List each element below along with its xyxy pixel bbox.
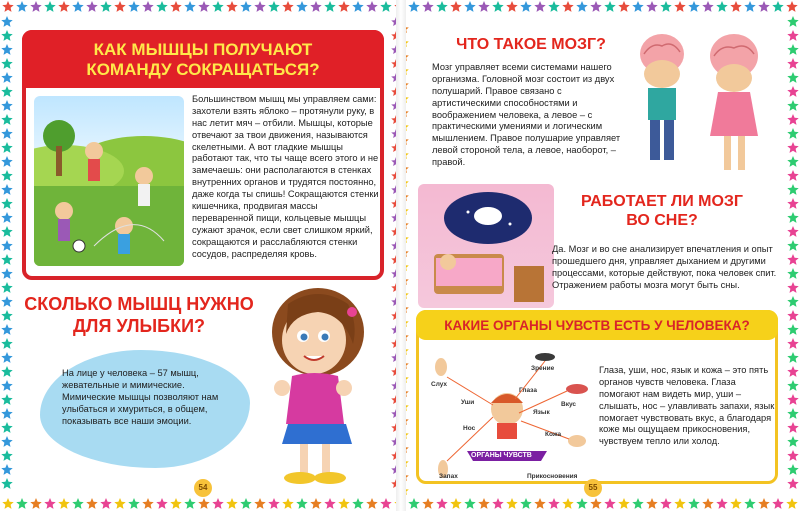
border-star-icon [310,1,321,12]
border-star-icon [1,44,12,55]
border-star-icon [1,296,12,307]
border-star-icon [16,498,27,509]
sleep-title-line2: ВО СНЕ? [626,212,698,230]
border-star-icon [787,184,798,195]
muscles-title [22,30,384,81]
border-star-icon [787,44,798,55]
border-star-icon [30,1,41,12]
border-star-icon [787,212,798,223]
border-star-icon [226,498,237,509]
border-star-icon [254,498,265,509]
border-star-icon [212,498,223,509]
border-star-icon [450,498,461,509]
senses-title: КАКИЕ ОРГАНЫ ЧУВСТВ ЕСТЬ У ЧЕЛОВЕКА? [444,318,750,333]
border-star-icon [787,408,798,419]
border-star-icon [787,16,798,27]
border-star-icon [254,1,265,12]
border-star-icon [787,128,798,139]
border-star-icon [590,498,601,509]
border-star-icon [1,408,12,419]
border-star-icon [478,498,489,509]
border-star-icon [688,498,699,509]
border-star-icon [100,498,111,509]
label-taste: Вкус [561,401,577,408]
border-star-icon [1,282,12,293]
sleep-title [552,192,772,230]
border-star-icon [1,338,12,349]
border-star-icon [787,366,798,377]
border-star-icon [562,498,573,509]
muscles-title-line1: КАК МЫШЦЫ ПОЛУЧАЮТ [93,40,313,59]
border-star-icon [380,1,391,12]
border-star-icon [1,86,12,97]
border-star-icon [787,436,798,447]
border-star-icon [1,72,12,83]
border-star-icon [787,58,798,69]
border-star-icon [787,170,798,181]
border-star-icon [744,498,755,509]
border-star-icon [702,1,713,12]
senses-banner: ОРГАНЫ ЧУВСТВ [471,452,532,459]
border-star-icon [787,268,798,279]
senses-box [416,310,778,484]
border-star-icon [716,1,727,12]
border-star-icon [787,352,798,363]
border-star-icon [1,198,12,209]
border-star-icon [142,498,153,509]
border-star-icon [787,226,798,237]
border-star-icon [772,1,783,12]
border-star-icon [520,498,531,509]
border-star-icon [604,1,615,12]
label-vision: Зрение [531,365,555,372]
border-star-icon [338,498,349,509]
border-star-icon [787,282,798,293]
border-star-icon [576,498,587,509]
border-star-icon [787,72,798,83]
border-star-icon [632,1,643,12]
border-star-icon [100,1,111,12]
border-star-icon [730,498,741,509]
girl-illustration [248,284,378,494]
border-star-icon [464,498,475,509]
border-star-icon [786,498,797,509]
border-star-icon [758,498,769,509]
muscles-box [22,30,384,280]
border-star-icon [282,1,293,12]
gutter [396,0,406,511]
border-star-icon [296,498,307,509]
border-star-icon [72,1,83,12]
border-star-icon [660,498,671,509]
border-star-icon [72,498,83,509]
sleep-text: Да. Мозг и во сне анализирует впечатления и опыт прошедшего дня, управляет дыханием и другими процессами, которые действуют, пока человек спит. Отражением работы мозга могут быть сны. [552,244,777,290]
border-star-icon [758,1,769,12]
border-star-icon [156,498,167,509]
label-nose: Нос [463,425,476,432]
border-star-icon [787,254,798,265]
border-star-icon [366,1,377,12]
border-star-icon [548,498,559,509]
smile-text: На лице у человека – 57 мышц, жевательные и мимические. Мимические мышцы позволяют нам улыбаться и хмуриться, в общем, показывать все наши эмоции. [62,368,219,426]
label-ears: Уши [461,399,475,406]
border-star-icon [787,86,798,97]
border-star-icon [324,1,335,12]
senses-box-header [416,310,778,340]
border-star-icon [30,498,41,509]
border-star-icon [786,1,797,12]
label-touch: Прикосновения [527,473,578,480]
border-star-icon [1,212,12,223]
sleeping-child-illustration [418,184,554,308]
border-star-icon [1,184,12,195]
border-star-icon [128,1,139,12]
page-number-right: 55 [584,479,602,497]
border-star-icon [324,498,335,509]
border-star-icon [716,498,727,509]
border-star-icon [114,1,125,12]
label-smell: Запах [439,473,458,480]
border-star-icon [787,240,798,251]
border-star-icon [268,498,279,509]
smile-title [24,294,254,337]
border-star-icon [787,324,798,335]
label-tongue: Язык [533,409,550,416]
kids-with-brains-illustration [622,24,772,184]
border-star-icon [310,498,321,509]
border-star-icon [296,1,307,12]
border-star-icon [730,1,741,12]
border-star-icon [787,100,798,111]
border-star-icon [1,100,12,111]
border-star-icon [2,1,13,12]
border-star-icon [674,1,685,12]
border-star-icon [702,498,713,509]
border-star-icon [478,1,489,12]
brain-text: Мозг управляет всеми системами нашего организма. Головной мозг состоит из двух полушарий. Правое связано с артистическими способностями и воображением человека, а левое – с практическими умениями и логическим мышлением. Правое полушарие управляет левой стороной тела, а левое, наоборот, – правой. [432,62,621,168]
border-star-icon [772,498,783,509]
border-star-icon [1,450,12,461]
senses-text: Глаза, уши, нос, язык и кожа – это пять органов чувств человека. Глаза помогают нам видеть мир, уши – слышать, нос – улавливать запахи, язык помогает чувствовать вкус, а благодаря коже мы ощущаем прикосновения, чувствуем тепло или холод. [599,365,775,447]
kids-playing-illustration [34,96,184,266]
border-star-icon [787,464,798,475]
border-star-icon [156,1,167,12]
left-page [16,14,388,497]
border-star-icon [1,58,12,69]
border-star-icon [1,478,12,489]
border-star-icon [58,498,69,509]
border-star-icon [688,1,699,12]
border-star-icon [212,1,223,12]
border-star-icon [674,498,685,509]
border-star-icon [1,114,12,125]
border-star-icon [44,1,55,12]
border-star-icon [787,394,798,405]
border-star-icon [506,1,517,12]
border-star-icon [787,450,798,461]
border-star-icon [618,498,629,509]
border-star-icon [1,422,12,433]
border-star-icon [787,310,798,321]
border-star-icon [534,498,545,509]
border-star-icon [240,1,251,12]
border-star-icon [632,498,643,509]
border-star-icon [170,1,181,12]
brain-title: ЧТО ТАКОЕ МОЗГ? [456,36,606,53]
border-star-icon [408,498,419,509]
border-star-icon [268,1,279,12]
smile-title-line1: СКОЛЬКО МЫШЦ НУЖНО [24,294,254,314]
border-star-icon [534,1,545,12]
border-star-icon [744,1,755,12]
border-star-icon [198,1,209,12]
border-star-icon [787,422,798,433]
border-star-icon [1,324,12,335]
border-star-icon [590,1,601,12]
muscles-text: Большинством мышц мы управляем сами: захотели взять яблоко – протянули руку, в нас летит мяч – отбили. Мышцы, которые отвечают за твои движения, называются скелетными. А вот гладкие мышцы работают так, что ты чаще всего этого и не замечаешь: они располагаются в стенках внутренних органов и трудятся постоянно, даже когда ты спишь! Сокращаются стенки кишечника, продвигая массы переваренной пищи, кольцевые мышцы сужают зрачок, если свет слишком яркий, сокращаются и расслабляются стенки сосудов, распределяя кровь. [192,94,379,259]
muscles-title-line2: КОМАНДУ СОКРАЩАТЬСЯ? [86,60,320,80]
border-star-icon [44,498,55,509]
border-star-icon [422,498,433,509]
smile-title-line2: ДЛЯ УЛЫБКИ? [72,315,205,336]
border-star-icon [464,1,475,12]
border-star-icon [506,498,517,509]
border-star-icon [86,1,97,12]
border-star-icon [1,142,12,153]
border-star-icon [787,114,798,125]
border-star-icon [408,1,419,12]
border-star-icon [1,394,12,405]
border-star-icon [1,352,12,363]
label-skin: Кожа [545,431,562,438]
border-star-icon [1,464,12,475]
senses-diagram [427,347,597,481]
label-hearing: Слух [431,381,448,388]
border-star-icon [1,30,12,41]
border-star-icon [184,498,195,509]
border-star-icon [787,338,798,349]
border-star-icon [1,170,12,181]
page-number-left: 54 [194,479,212,497]
border-star-icon [338,1,349,12]
border-star-icon [618,1,629,12]
border-star-icon [548,1,559,12]
border-star-icon [787,142,798,153]
border-star-icon [198,498,209,509]
border-star-icon [16,1,27,12]
border-star-icon [787,296,798,307]
border-star-icon [1,366,12,377]
border-star-icon [492,498,503,509]
border-star-icon [562,1,573,12]
border-star-icon [646,498,657,509]
border-star-icon [1,156,12,167]
border-star-icon [450,1,461,12]
border-star-icon [58,1,69,12]
border-star-icon [170,498,181,509]
border-star-icon [184,1,195,12]
border-star-icon [1,16,12,27]
muscles-box-header [22,30,384,88]
border-star-icon [1,268,12,279]
border-star-icon [240,498,251,509]
border-star-icon [366,498,377,509]
border-star-icon [2,498,13,509]
border-star-icon [787,156,798,167]
border-star-icon [787,380,798,391]
border-star-icon [86,498,97,509]
border-star-icon [520,1,531,12]
border-star-icon [1,254,12,265]
border-star-icon [787,478,798,489]
border-star-icon [787,30,798,41]
border-star-icon [1,128,12,139]
right-page [412,14,784,497]
border-star-icon [282,498,293,509]
border-star-icon [646,1,657,12]
border-star-icon [1,380,12,391]
border-star-icon [1,226,12,237]
border-star-icon [787,198,798,209]
border-star-icon [576,1,587,12]
border-star-icon [1,436,12,447]
border-star-icon [128,498,139,509]
border-star-icon [604,498,615,509]
border-star-icon [226,1,237,12]
border-star-icon [352,498,363,509]
sleep-title-line1: РАБОТАЕТ ЛИ МОЗГ [580,193,743,210]
border-star-icon [1,310,12,321]
border-star-icon [142,1,153,12]
border-star-icon [1,240,12,251]
border-star-icon [114,498,125,509]
border-star-icon [436,498,447,509]
label-eyes: Глаза [519,387,537,394]
border-star-icon [380,498,391,509]
border-star-icon [492,1,503,12]
border-star-icon [660,1,671,12]
smile-info-blob [40,350,250,468]
border-star-icon [436,1,447,12]
border-star-icon [352,1,363,12]
border-star-icon [422,1,433,12]
